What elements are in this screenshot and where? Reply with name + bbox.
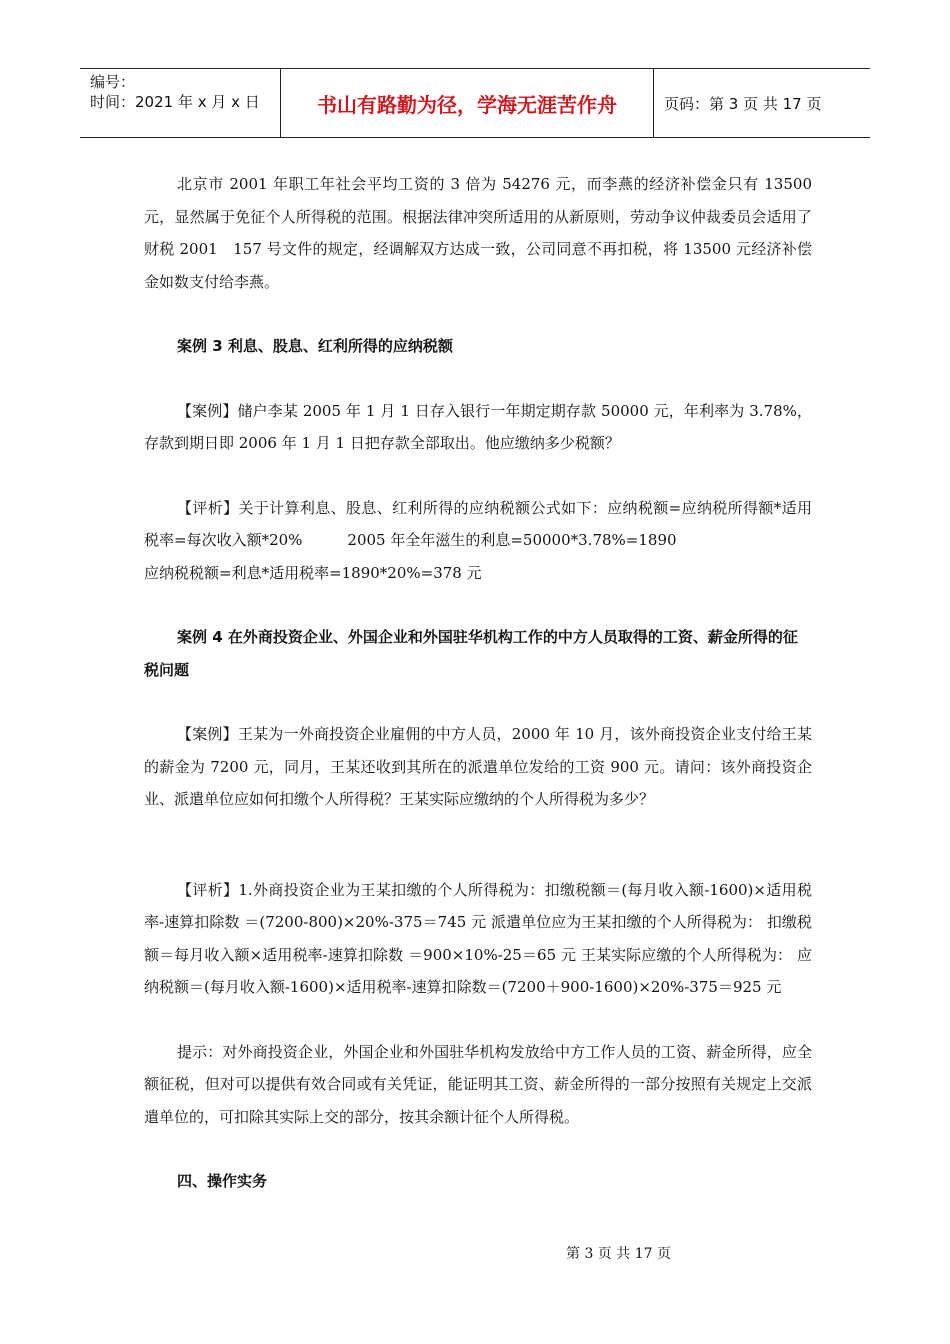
document-number-label: 编号： [90,73,136,91]
header-motto: 书山有路勤为径，学海无涯苦作舟 [281,69,654,137]
case3-heading: 案例 3 利息、股息、红利所得的应纳税额 [177,337,453,355]
case3-analysis-paragraph: 【评析】关于计算利息、股息、红利所得的应纳税额公式如下：应纳税额=应纳税所得额*适用税率=每次收入额*20% 2005 年全年滋生的利息=50000*3.78%=1890 [144,498,812,549]
tip-paragraph: 提示：对外商投资企业，外国企业和外国驻华机构发放给中方工作人员的工资、薪金所得，应全额征税，但对可以提供有效合同或有关凭证，能证明其工资、薪金所得的一部分按照有关规定上交派遣单位的，可扣除其实际上交的部分，按其余额计征个人所得税。 [144,1042,812,1126]
document-body [144,168,812,1198]
page-header [80,68,870,138]
case4-analysis-paragraph: 【评析】1.外商投资企业为王某扣缴的个人所得税为：扣缴税额＝(每月收入额-1600)×适用税率-速算扣除数 ＝(7200-800)×20%-375＝745 元 派遣单位应为王某扣缴的个人所得税为： 扣缴税额＝每月收入额×适用税率-速算扣除数 ＝900×10%-25＝65 元 王某实际应缴的个人所得税为： 应纳税额＝(每月收入额-1600)×适用税率-速算扣除数＝(7200＋900-1600)×20%-375＝925 元 [144,880,812,996]
header-page-info: 页码：第 3 页 共 17 页 [664,94,822,113]
case4-heading: 案例 4 在外商投资企业、外国企业和外国驻华机构工作的中方人员取得的工资、薪金所得的征税问题 [144,628,798,679]
paragraph-compensation: 北京市 2001 年职工年社会平均工资的 3 倍为 54276 元，而李燕的经济补偿金只有 13500 元，显然属于免征个人所得税的范围。根据法律冲突所适用的从新原则，劳动争议仲裁委员会适用了财税 2001 157 号文件的规定，经调解双方达成一致，公司同意不再扣税，将 13500 元经济补偿金如数支付给李燕。 [144,175,812,291]
case3-analysis-result: 应纳税税额=利息*适用税率=1890*20%=378 元 [144,563,482,582]
header-meta [80,69,281,137]
case4-case-paragraph: 【案例】王某为一外商投资企业雇佣的中方人员，2000 年 10 月，该外商投资企业支付给王某的薪金为 7200 元，同月，王某还收到其所在的派遣单位发给的工资 900 元。请问：该外商投资企业、派遣单位应如何扣缴个人所得税？王某实际应缴纳的个人所得税为多少？ [144,725,812,808]
footer-page-number: 第 3 页 共 17 页 [566,1246,671,1262]
section4-heading: 四、操作实务 [177,1172,268,1190]
document-date: 时间：2021 年 x 月 x 日 [90,93,260,111]
case3-case-paragraph: 【案例】储户李某 2005 年 1 月 1 日存入银行一年期定期存款 50000 元，年利率为 3.78%，存款到期日即 2006 年 1 月 1 日把存款全部取出。他应缴纳多少税额？ [144,401,812,452]
